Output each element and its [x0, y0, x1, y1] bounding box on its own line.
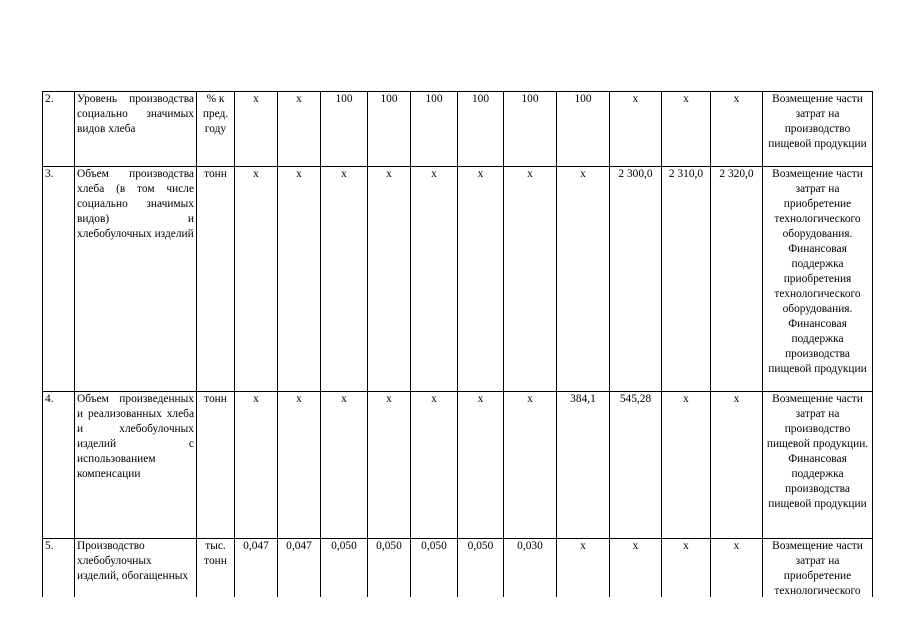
row-number-cell: 3.: [43, 167, 75, 392]
support-measure-cell: Возмещение части затрат на производство пищевой продукции: [763, 92, 873, 167]
support-measure-cell: Возмещение части затрат на приобретение технологического оборудования. Финансовая поддержка приобретения технологического оборудования. Финансовая поддержка производства пищевой продукции: [763, 167, 873, 392]
indicator-name-cell: Производство хлебобулочных изделий, обогащенных: [75, 539, 197, 598]
value-cell: 2 320,0: [711, 167, 763, 392]
value-cell: х: [504, 167, 557, 392]
indicator-name-cell: Объем произведенных и реализованных хлеба и хлебобулочных изделий с использованием компенсации: [75, 392, 197, 539]
value-cell: х: [368, 392, 411, 539]
value-cell: 0,047: [278, 539, 321, 598]
value-cell: 0,050: [321, 539, 368, 598]
value-cell: х: [557, 539, 610, 598]
table-row: [43, 167, 873, 392]
row-number-cell: 5.: [43, 539, 75, 598]
value-cell: х: [411, 167, 458, 392]
table-row: [43, 92, 873, 167]
support-measure-cell: Возмещение части затрат на производство пищевой продукции. Финансовая поддержка производства пищевой продукции: [763, 392, 873, 539]
value-cell: 100: [368, 92, 411, 167]
value-cell: х: [711, 392, 763, 539]
value-cell: х: [557, 167, 610, 392]
value-cell: 100: [321, 92, 368, 167]
indicator-name-cell: Уровень производства социально значимых видов хлеба: [75, 92, 197, 167]
row-number-cell: 4.: [43, 392, 75, 539]
value-cell: 0,050: [411, 539, 458, 598]
value-cell: х: [711, 539, 763, 598]
value-cell: х: [235, 167, 278, 392]
value-cell: 2 300,0: [610, 167, 662, 392]
value-cell: х: [662, 92, 711, 167]
indicator-name-cell: Объем производства хлеба (в том числе социально значимых видов) и хлебобулочных изделий: [75, 167, 197, 392]
value-cell: х: [235, 392, 278, 539]
value-cell: 100: [504, 92, 557, 167]
value-cell: 0,050: [368, 539, 411, 598]
value-cell: 100: [458, 92, 504, 167]
value-cell: х: [278, 92, 321, 167]
value-cell: х: [458, 167, 504, 392]
value-cell: х: [235, 92, 278, 167]
value-cell: 0,030: [504, 539, 557, 598]
support-measure-cell: Возмещение части затрат на приобретение технологического: [763, 539, 873, 598]
value-cell: х: [368, 167, 411, 392]
value-cell: 545,28: [610, 392, 662, 539]
table-body: [43, 92, 873, 598]
value-cell: х: [662, 539, 711, 598]
value-cell: х: [610, 92, 662, 167]
value-cell: х: [610, 539, 662, 598]
unit-cell: тонн: [197, 167, 235, 392]
value-cell: х: [504, 392, 557, 539]
value-cell: х: [458, 392, 504, 539]
value-cell: х: [278, 167, 321, 392]
indicators-table: [42, 91, 873, 597]
table-row: [43, 539, 873, 598]
value-cell: 0,050: [458, 539, 504, 598]
unit-cell: % к пред. году: [197, 92, 235, 167]
value-cell: х: [278, 392, 321, 539]
value-cell: 384,1: [557, 392, 610, 539]
value-cell: 100: [411, 92, 458, 167]
table-row: [43, 392, 873, 539]
unit-cell: тонн: [197, 392, 235, 539]
value-cell: х: [321, 167, 368, 392]
value-cell: х: [411, 392, 458, 539]
value-cell: х: [321, 392, 368, 539]
unit-cell: тыс. тонн: [197, 539, 235, 598]
value-cell: х: [711, 92, 763, 167]
value-cell: х: [662, 392, 711, 539]
value-cell: 100: [557, 92, 610, 167]
value-cell: 2 310,0: [662, 167, 711, 392]
value-cell: 0,047: [235, 539, 278, 598]
row-number-cell: 2.: [43, 92, 75, 167]
